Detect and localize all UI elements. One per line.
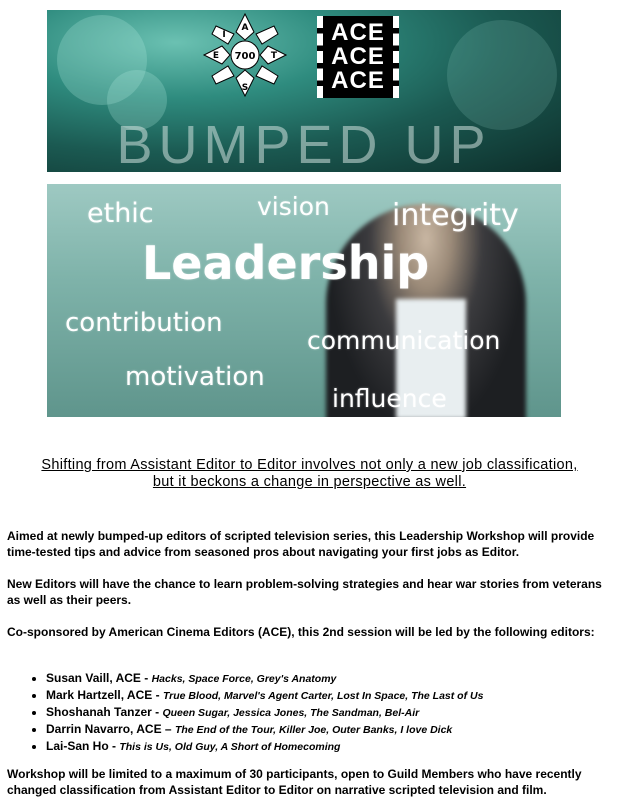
list-item: [46, 687, 483, 704]
word-contribution: contribution: [65, 308, 223, 338]
ace-logo-text: ACE: [331, 67, 385, 94]
list-item: [46, 721, 483, 738]
editor-credits: True Blood, Marvel's Agent Carter, Lost In Space, The Last of Us: [162, 690, 484, 702]
iatse-700-logo: [202, 12, 288, 98]
ace-logo: [317, 16, 399, 98]
separator: -: [152, 688, 163, 702]
leadership-photo: [47, 184, 561, 417]
editor-credits: Queen Sugar, Jessica Jones, The Sandman, Bel-Air: [162, 707, 420, 719]
iatse-letter: E: [212, 51, 220, 61]
editor-name: Mark Hartzell, ACE: [46, 688, 153, 702]
separator: -: [140, 671, 152, 685]
iatse-number: 700: [234, 51, 256, 62]
separator: -: [151, 705, 163, 719]
word-communication: communication: [307, 326, 501, 355]
editor-list: [20, 670, 483, 755]
co-sponsor-paragraph: Co-sponsored by American Cinema Editors (ACE), this 2nd session will be led by the following editors:: [7, 625, 595, 639]
editor-name: Lai-San Ho: [46, 739, 109, 753]
tagline: Shifting from Assistant Editor to Editor involves not only a new job classification, but it beckons a change in perspective as well.: [41, 457, 578, 490]
ace-logo-text: ACE: [331, 19, 385, 46]
word-leadership: Leadership: [142, 236, 430, 290]
workshop-limit-paragraph: Workshop will be limited to a maximum of 30 participants, open to Guild Members who have recently changed classification from Assistant Editor to Editor on narrative scripted television and film.: [7, 767, 582, 797]
list-item: [46, 704, 483, 721]
editor-name: Darrin Navarro, ACE: [46, 722, 162, 736]
editor-name: Shoshanah Tanzer: [46, 705, 152, 719]
intro-paragraph: Aimed at newly bumped-up editors of scripted television series, this Leadership Workshop will provide time-tested tips and advice from seasoned pros about navigating your first jobs as Editor.: [7, 529, 595, 559]
word-ethic: ethic: [87, 198, 154, 229]
separator: –: [161, 722, 175, 736]
ace-logo-text: ACE: [331, 43, 385, 70]
word-motivation: motivation: [125, 362, 265, 392]
word-influence: influence: [332, 384, 447, 413]
editor-credits: Hacks, Space Force, Grey's Anatomy: [151, 673, 337, 685]
list-item: [46, 738, 483, 755]
iatse-letter: S: [241, 83, 249, 93]
word-vision: vision: [257, 192, 330, 221]
iatse-letter: T: [270, 51, 278, 61]
separator: -: [108, 739, 120, 753]
banner-title: BUMPED UP: [116, 115, 492, 172]
editor-credits: This is Us, Old Guy, A Short of Homecoming: [119, 741, 341, 753]
editor-credits: The End of the Tour, Killer Joe, Outer Banks, I love Dick: [174, 724, 453, 736]
new-editors-paragraph: New Editors will have the chance to learn problem-solving strategies and hear war stories from veterans as well as their peers.: [7, 577, 602, 607]
editor-name: Susan Vaill, ACE: [46, 671, 141, 685]
iatse-letter: A: [241, 23, 249, 33]
list-item: [46, 670, 483, 687]
bumped-up-banner: [47, 10, 561, 172]
iatse-letter: I: [222, 30, 226, 40]
word-integrity: integrity: [392, 198, 519, 233]
